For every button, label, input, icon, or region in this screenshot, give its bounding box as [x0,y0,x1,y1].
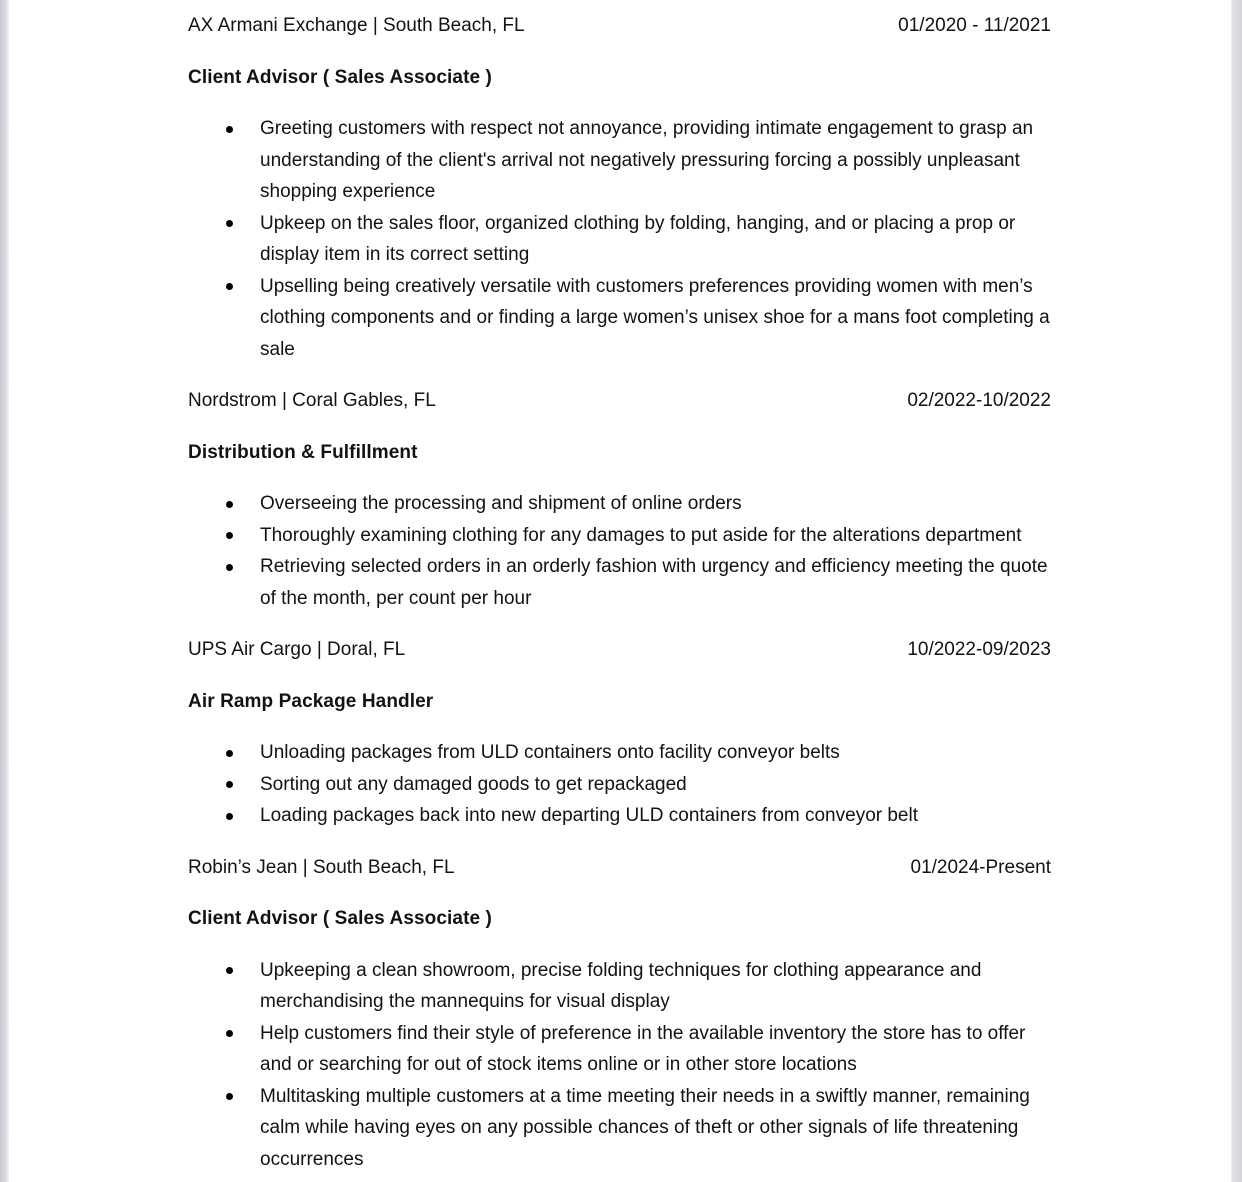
bullet-text: Upkeeping a clean showroom, precise folding techniques for clothing appearance and merchandising the mannequins for visual display [260,959,982,1012]
job-title: Client Advisor ( Sales Associate ) [188,908,492,929]
bullet-list [188,488,1051,614]
employment-dates: 10/2022-09/2023 [907,639,1051,660]
job-header-row [188,634,1051,666]
bullet-dot-icon [226,1030,233,1037]
company-location: Nordstrom | Coral Gables, FL [188,390,436,411]
bullet-text: Sorting out any damaged goods to get repackaged [260,773,687,795]
page-left-edge-shadow [0,0,9,1182]
bullet-text: Retrieving selected orders in an orderly fashion with urgency and efficiency meeting the quote of the month, per count per hour [260,556,1048,609]
job-title: Distribution & Fulfillment [188,441,418,463]
bullet-text: Thoroughly examining clothing for any damages to put aside for the alterations department [260,524,1022,546]
bullet-item [188,551,1051,614]
bullet-list [188,955,1051,1176]
job-header-row [188,385,1051,417]
bullet-item [188,955,1051,1018]
job-entry [188,634,1051,832]
bullet-item [188,800,1051,832]
job-entry [188,10,1051,365]
job-title: Air Ramp Package Handler [188,690,434,712]
company-location: AX Armani Exchange | South Beach, FL [188,15,525,36]
bullet-item [188,208,1051,271]
resume-experience-section [188,10,1051,1175]
bullet-text: Upselling being creatively versatile with customers preferences providing women with men’s clothing components and or finding a large women’s unisex shoe for a mans foot completing a sale [260,275,1050,360]
company-location: Robin’s Jean | South Beach, FL [188,856,455,878]
bullet-dot-icon [226,501,233,508]
page-right-edge-shadow [1231,0,1242,1182]
employment-dates: 02/2022-10/2022 [907,390,1051,411]
employment-dates: 01/2024-Present [910,856,1051,878]
job-header-row [188,852,1051,884]
bullet-dot-icon [226,126,233,133]
bullet-list [188,113,1051,365]
company-location: UPS Air Cargo | Doral, FL [188,639,406,660]
bullet-text: Help customers find their style of preference in the available inventory the store has to offer and or searching for out of stock items online or in other store locations [260,1022,1026,1075]
bullet-text: Multitasking multiple customers at a time meeting their needs in a swiftly manner, remaining calm while having eyes on any possible chances of theft or other signals of life threatening occurrences [260,1085,1030,1170]
job-header-row [188,10,1051,42]
bullet-item [188,113,1051,208]
bullet-item [188,488,1051,520]
bullet-dot-icon [226,283,233,290]
bullet-item [188,1018,1051,1081]
bullet-text: Overseeing the processing and shipment of online orders [260,493,742,514]
bullet-item [188,769,1051,801]
bullet-item [188,1081,1051,1176]
job-title: Client Advisor ( Sales Associate ) [188,66,492,88]
bullet-list [188,737,1051,832]
bullet-dot-icon [226,750,233,757]
bullet-text: Upkeep on the sales floor, organized clothing by folding, hanging, and or placing a prop or display item in its correct setting [260,212,1016,265]
bullet-dot-icon [226,967,233,974]
bullet-dot-icon [226,781,233,788]
bullet-item [188,737,1051,769]
bullet-dot-icon [226,813,233,820]
bullet-item [188,520,1051,552]
bullet-text: Unloading packages from ULD containers onto facility conveyor belts [260,742,840,763]
bullet-text: Loading packages back into new departing ULD containers from conveyor belt [260,805,918,826]
bullet-item [188,271,1051,366]
bullet-text: Greeting customers with respect not annoyance, providing intimate engagement to grasp an understanding of the client's arrival not negatively pressuring forcing a possibly unpleasant shopping experience [260,118,1034,202]
bullet-dot-icon [226,532,233,539]
bullet-dot-icon [226,1093,233,1100]
job-entry [188,385,1051,614]
bullet-dot-icon [226,220,233,227]
job-entry [188,852,1051,1176]
employment-dates: 01/2020 - 11/2021 [898,15,1051,36]
bullet-dot-icon [226,564,233,571]
